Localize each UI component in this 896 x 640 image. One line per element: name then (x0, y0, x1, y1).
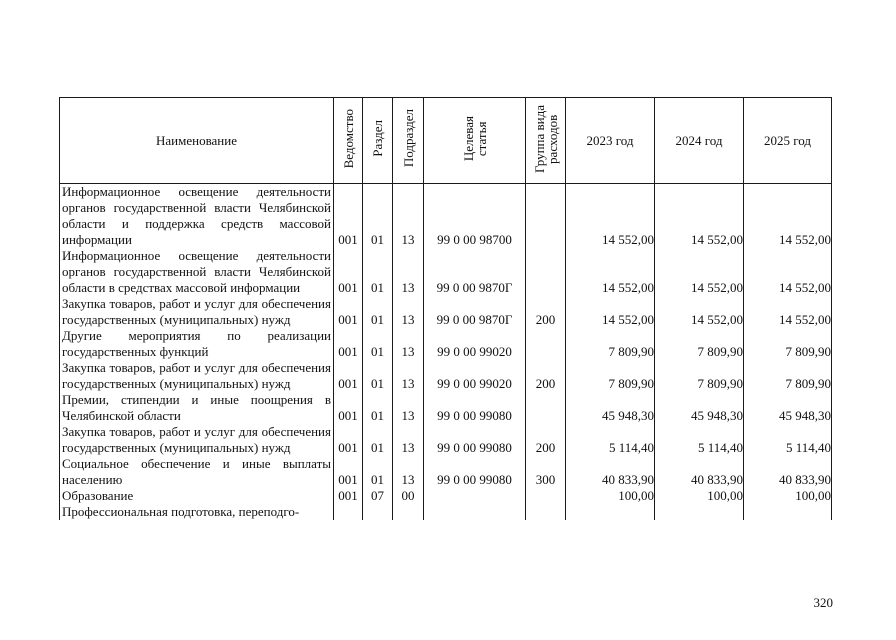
row-razdel: 01 (363, 296, 393, 328)
row-podrazdel: 13 (393, 328, 424, 360)
row-name: Закупка товаров, работ и услуг для обеспечения государственных (муниципальных) нужд (60, 360, 334, 392)
row-razdel: 01 (363, 456, 393, 488)
row-name: Профессиональная подготовка, переподго- (60, 504, 334, 520)
budget-table (59, 97, 832, 520)
header-name: Наименование (60, 98, 334, 184)
header-podrazdel: Подраздел (393, 98, 424, 184)
table-row (60, 504, 832, 520)
row-gruppa (526, 184, 566, 249)
row-vedomstvo: 001 (334, 392, 363, 424)
row-celevaya-statya: 99 0 00 9870Г (424, 248, 526, 296)
row-podrazdel: 13 (393, 392, 424, 424)
row-razdel (363, 504, 393, 520)
row-gruppa (526, 504, 566, 520)
row-2024: 100,00 (655, 488, 744, 504)
row-vedomstvo: 001 (334, 360, 363, 392)
row-2025: 14 552,00 (744, 184, 832, 249)
row-gruppa: 200 (526, 424, 566, 456)
row-gruppa (526, 328, 566, 360)
header-2023: 2023 год (566, 98, 655, 184)
row-2024: 7 809,90 (655, 360, 744, 392)
header-razdel: Раздел (363, 98, 393, 184)
row-2025: 45 948,30 (744, 392, 832, 424)
row-celevaya-statya: 99 0 00 99080 (424, 424, 526, 456)
row-vedomstvo: 001 (334, 248, 363, 296)
table-row (60, 328, 832, 360)
row-2024: 7 809,90 (655, 328, 744, 360)
row-razdel: 01 (363, 392, 393, 424)
row-name: Премии, стипендии и иные поощрения в Челябинской области (60, 392, 334, 424)
row-2024: 40 833,90 (655, 456, 744, 488)
table-row (60, 424, 832, 456)
row-name: Образование (60, 488, 334, 504)
header-gruppa-rashodov: Группа вида расходов (526, 98, 566, 184)
row-name: Социальное обеспечение и иные выплаты населению (60, 456, 334, 488)
row-name: Другие мероприятия по реализации государственных функций (60, 328, 334, 360)
row-vedomstvo: 001 (334, 456, 363, 488)
row-podrazdel: 13 (393, 360, 424, 392)
row-gruppa: 200 (526, 360, 566, 392)
row-2025: 40 833,90 (744, 456, 832, 488)
row-celevaya-statya: 99 0 00 98700 (424, 184, 526, 249)
row-2025: 7 809,90 (744, 360, 832, 392)
table-header (60, 98, 832, 184)
row-2023: 5 114,40 (566, 424, 655, 456)
row-celevaya-statya: 99 0 00 99020 (424, 328, 526, 360)
table-row (60, 488, 832, 504)
row-razdel: 01 (363, 184, 393, 249)
row-podrazdel: 13 (393, 184, 424, 249)
row-gruppa (526, 392, 566, 424)
row-celevaya-statya: 99 0 00 99080 (424, 456, 526, 488)
row-celevaya-statya: 99 0 00 99080 (424, 392, 526, 424)
row-vedomstvo: 001 (334, 296, 363, 328)
row-2023: 100,00 (566, 488, 655, 504)
row-2024: 14 552,00 (655, 184, 744, 249)
row-name: Информационное освещение деятельности органов государственной власти Челябинской области в средствах массовой информации (60, 248, 334, 296)
row-gruppa: 300 (526, 456, 566, 488)
row-2023: 14 552,00 (566, 296, 655, 328)
row-vedomstvo: 001 (334, 184, 363, 249)
row-podrazdel: 13 (393, 296, 424, 328)
row-2025: 14 552,00 (744, 296, 832, 328)
row-2023 (566, 504, 655, 520)
row-podrazdel: 00 (393, 488, 424, 504)
row-2024: 14 552,00 (655, 296, 744, 328)
row-celevaya-statya: 99 0 00 9870Г (424, 296, 526, 328)
row-gruppa (526, 488, 566, 504)
table-body (60, 184, 832, 521)
row-2023: 7 809,90 (566, 328, 655, 360)
row-podrazdel: 13 (393, 424, 424, 456)
row-2023: 14 552,00 (566, 184, 655, 249)
row-razdel: 07 (363, 488, 393, 504)
row-vedomstvo (334, 504, 363, 520)
table-row (60, 296, 832, 328)
row-2025: 5 114,40 (744, 424, 832, 456)
table-row (60, 248, 832, 296)
row-2023: 7 809,90 (566, 360, 655, 392)
row-name: Закупка товаров, работ и услуг для обеспечения государственных (муниципальных) нужд (60, 296, 334, 328)
table-row (60, 184, 832, 249)
row-razdel: 01 (363, 424, 393, 456)
row-podrazdel (393, 504, 424, 520)
row-razdel: 01 (363, 248, 393, 296)
row-2025: 100,00 (744, 488, 832, 504)
row-name: Закупка товаров, работ и услуг для обеспечения государственных (муниципальных) нужд (60, 424, 334, 456)
row-2025: 14 552,00 (744, 248, 832, 296)
row-2023: 14 552,00 (566, 248, 655, 296)
row-2024: 45 948,30 (655, 392, 744, 424)
table-row (60, 456, 832, 488)
row-celevaya-statya (424, 504, 526, 520)
table-row (60, 392, 832, 424)
row-celevaya-statya (424, 488, 526, 504)
row-2024: 5 114,40 (655, 424, 744, 456)
row-2025: 7 809,90 (744, 328, 832, 360)
header-vedomstvo: Ведомство (334, 98, 363, 184)
row-razdel: 01 (363, 360, 393, 392)
page-number: 320 (813, 595, 833, 610)
row-vedomstvo: 001 (334, 424, 363, 456)
row-name: Информационное освещение деятельности органов государственной власти Челябинской области и поддержка средств массовой информации (60, 184, 334, 249)
header-2024: 2024 год (655, 98, 744, 184)
row-2023: 40 833,90 (566, 456, 655, 488)
row-2023: 45 948,30 (566, 392, 655, 424)
row-2024 (655, 504, 744, 520)
row-celevaya-statya: 99 0 00 99020 (424, 360, 526, 392)
row-2024: 14 552,00 (655, 248, 744, 296)
row-vedomstvo: 001 (334, 328, 363, 360)
row-gruppa: 200 (526, 296, 566, 328)
row-razdel: 01 (363, 328, 393, 360)
row-2025 (744, 504, 832, 520)
row-podrazdel: 13 (393, 456, 424, 488)
table-row (60, 360, 832, 392)
row-podrazdel: 13 (393, 248, 424, 296)
header-celevaya-statya: Целевая статья (424, 98, 526, 184)
row-gruppa (526, 248, 566, 296)
header-2025: 2025 год (744, 98, 832, 184)
row-vedomstvo: 001 (334, 488, 363, 504)
